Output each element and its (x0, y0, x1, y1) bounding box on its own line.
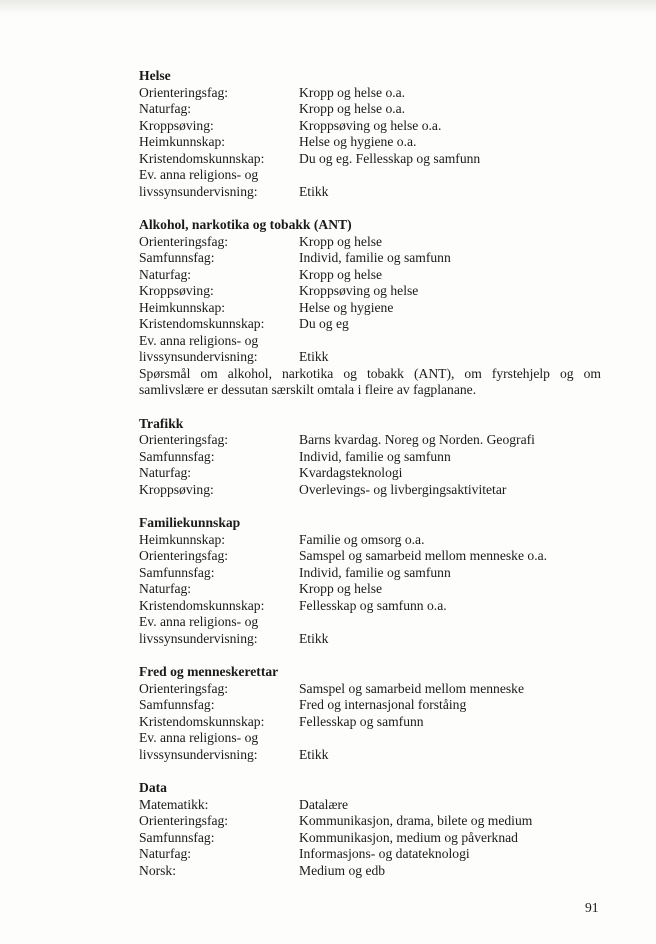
subject-row (139, 449, 601, 466)
subject-label: Naturfag: (139, 101, 192, 116)
subject-row (139, 730, 601, 763)
topic-text: Kropp og helse (299, 233, 383, 249)
subject-label: Samfunnsfag: (139, 448, 215, 464)
subject-row (139, 118, 601, 135)
section (139, 664, 601, 763)
subject-row (139, 167, 601, 200)
subject-row (139, 714, 601, 731)
subject-label: Naturfag: (139, 581, 192, 596)
subject-label: Ev. anna religions- og livssynsundervisning: (139, 730, 259, 762)
subject-row (139, 300, 601, 317)
subject-row (139, 432, 601, 449)
subject-label: Orienteringsfag: (139, 548, 229, 563)
subject-label: Matematikk: (139, 796, 209, 812)
section (139, 416, 601, 499)
subject-label: Samfunnsfag: (139, 697, 215, 712)
subject-row (139, 830, 601, 847)
subject-row (139, 151, 601, 168)
subject-row (139, 581, 601, 598)
subject-row (139, 465, 601, 482)
subject-label: Naturfag: (139, 266, 192, 282)
subject-row (139, 846, 601, 863)
subject-label: Heimkunnskap: (139, 299, 226, 315)
subject-label: Kroppsøving: (139, 283, 214, 298)
topic-text: Individ, familie og samfunn (299, 448, 451, 464)
subject-row (139, 134, 601, 151)
section-title: Familiekunnskap (139, 515, 241, 530)
subject-label: Ev. anna religions- og livssynsundervisning: (139, 614, 259, 646)
topic-text: Du og eg (299, 316, 349, 331)
section-title: Fred og menneskerettar (139, 664, 279, 679)
subject-row (139, 267, 601, 284)
section (139, 68, 601, 200)
subject-label: Orienteringsfag: (139, 233, 229, 249)
subject-label: Ev. anna religions- og livssynsundervisning: (139, 167, 259, 199)
subject-label: Kristendomskunnskap: (139, 316, 265, 331)
section-title: Helse (139, 68, 171, 83)
topic-text: Medium og edb (299, 862, 386, 878)
subject-row (139, 565, 601, 582)
document-body (139, 68, 601, 896)
subject-row (139, 234, 601, 251)
subject-label: Samfunnsfag: (139, 564, 215, 580)
topic-text: Samspel og samarbeid mellom menneske (299, 680, 525, 696)
section (139, 217, 601, 399)
subject-row (139, 697, 601, 714)
topic-text: Kropp og helse o.a. (299, 84, 406, 100)
topic-text: Kropp og helse (299, 266, 383, 282)
section (139, 780, 601, 879)
topic-text: Kroppsøving og helse o.a. (299, 117, 442, 133)
topic-text: Kommunikasjon, medium og påverknad (299, 829, 518, 845)
subject-row (139, 614, 601, 647)
topic-text: Du og eg. Fellesskap og samfunn (299, 150, 481, 166)
subject-label: Orienteringsfag: (139, 680, 229, 696)
topic-text: Datalære (299, 796, 349, 812)
subject-row (139, 598, 601, 615)
topic-text: Helse og hygiene o.a. (299, 134, 417, 149)
note-line: Spørsmål om alkohol, narkotika og tobakk (ANT), om fyrstehjelp og om (139, 365, 601, 381)
topic-text: Individ, familie og samfunn (299, 250, 451, 265)
subject-row (139, 863, 601, 880)
subject-row (139, 482, 601, 499)
subject-label: Heimkunnskap: (139, 531, 226, 547)
topic-text: Barns kvardag. Noreg og Norden. Geografi (299, 432, 535, 447)
topic-text: Kropp og helse o.a. (299, 101, 406, 116)
topic-text: Kropp og helse (299, 581, 383, 596)
subject-label: Samfunnsfag: (139, 250, 215, 265)
topic-text: Overlevings- og livbergingsaktivitetar (299, 481, 507, 497)
subject-label: Kristendomskunnskap: (139, 150, 265, 166)
section-note (139, 366, 601, 399)
topic-text: Fellesskap og samfunn o.a. (299, 597, 447, 613)
subject-row (139, 532, 601, 549)
topic-text: Etikk (299, 183, 329, 199)
subject-row (139, 85, 601, 102)
topic-text: Samspel og samarbeid mellom menneske o.a. (299, 548, 548, 563)
topic-text: Individ, familie og samfunn (299, 564, 451, 580)
topic-text: Kommunikasjon, drama, bilete og medium (299, 813, 533, 828)
subject-label: Kristendomskunnskap: (139, 713, 265, 729)
section (139, 515, 601, 647)
section-title: Alkohol, narkotika og tobakk (ANT) (139, 217, 352, 232)
topic-text: Kvardagsteknologi (299, 465, 403, 480)
subject-label: Orienteringsfag: (139, 432, 229, 447)
subject-label: Heimkunnskap: (139, 134, 226, 149)
page-number: 91 (585, 900, 599, 915)
subject-label: Kroppsøving: (139, 117, 214, 133)
topic-text: Etikk (299, 630, 329, 646)
subject-row (139, 101, 601, 118)
subject-row (139, 316, 601, 333)
section-title: Data (139, 780, 167, 795)
subject-row (139, 283, 601, 300)
subject-label: Naturfag: (139, 465, 192, 480)
subject-label: Norsk: (139, 862, 177, 878)
subject-row (139, 797, 601, 814)
subject-label: Naturfag: (139, 846, 192, 861)
subject-row (139, 333, 601, 366)
page-top-shadow (0, 0, 656, 14)
topic-text: Helse og hygiene (299, 299, 394, 315)
subject-row (139, 681, 601, 698)
subject-row (139, 813, 601, 830)
subject-label: Orienteringsfag: (139, 84, 229, 100)
topic-text: Fred og internasjonal forståing (299, 697, 467, 712)
subject-label: Ev. anna religions- og livssynsundervisning: (139, 332, 259, 364)
topic-text: Etikk (299, 746, 329, 762)
topic-text: Informasjons- og datateknologi (299, 846, 470, 861)
subject-row (139, 548, 601, 565)
subject-label: Kroppsøving: (139, 481, 214, 497)
subject-row (139, 250, 601, 267)
note-line: samlivslære er dessutan særskilt omtala i fleire av fagplanane. (139, 382, 477, 397)
topic-text: Familie og omsorg o.a. (299, 531, 425, 547)
topic-text: Kroppsøving og helse (299, 283, 419, 298)
subject-label: Kristendomskunnskap: (139, 597, 265, 613)
subject-label: Orienteringsfag: (139, 813, 229, 828)
subject-label: Samfunnsfag: (139, 829, 215, 845)
topic-text: Fellesskap og samfunn (299, 713, 424, 729)
section-title: Trafikk (139, 415, 184, 431)
topic-text: Etikk (299, 349, 329, 364)
